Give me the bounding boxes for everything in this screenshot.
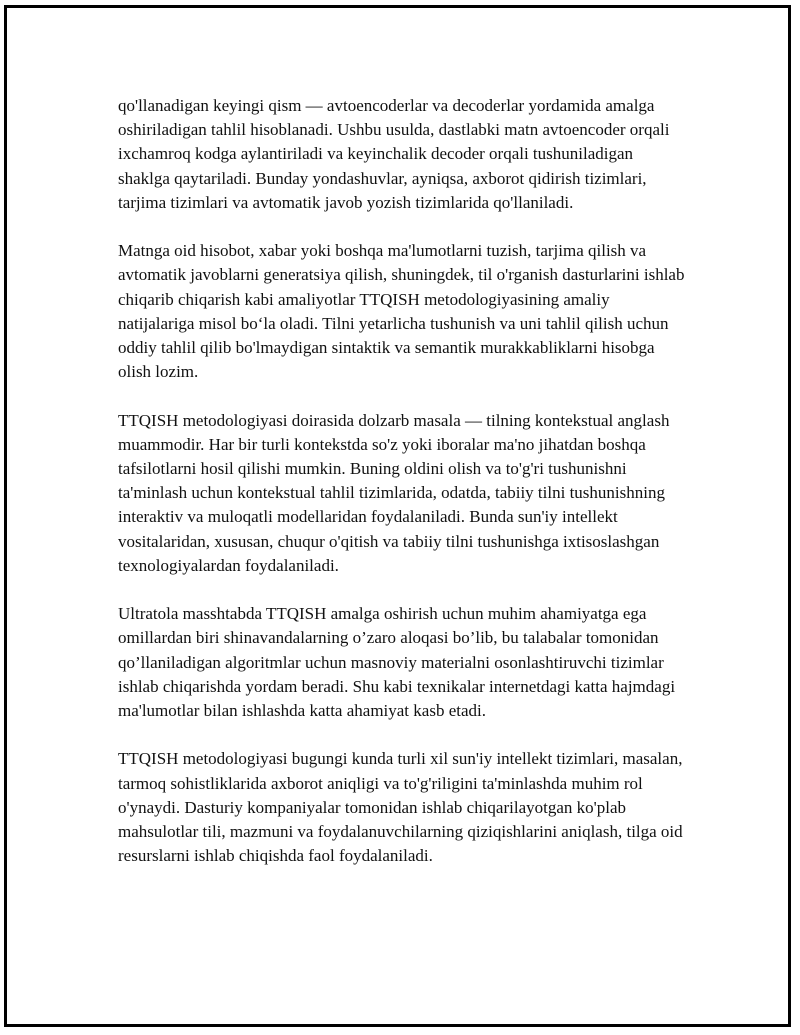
paragraph-4: Ultratola masshtabda TTQISH amalga oshirish uchun muhim ahamiyatga ega omillardan biri shinavandalarning o’zaro aloqasi bo’lib, bu talabalar tomonidan qo’llaniladigan algoritmlar uchun masnoviy materialni osonlashtiruvchi tizimlar ishlab chiqarishda yordam beradi. Shu kabi texnikalar internetdagi katta hajmdagi ma'lumotlar bilan ishlashda katta ahamiyat kasb etadi. <box>118 604 676 721</box>
paragraph-5: TTQISH metodologiyasi bugungi kunda turli xil sun'iy intellekt tizimlari, masalan, tarmoq sohistliklarida axborot aniqligi va to'g'riligini ta'minlashda muhim rol o'ynaydi. Dasturiy kompaniyalar tomonidan ishlab chiqarilayotgan ko'plab mahsulotlar tili, mazmuni va foydalanuvchilarning qiziqishlarini aniqlash, tilga oid resurslarni ishlab chiqishda faol foydalaniladi. <box>118 749 683 866</box>
paragraph-1: qo'llanadigan keyingi qism — avtoencoderlar va decoderlar yordamida amalga oshiriladigan tahlil hisoblanadi. Ushbu usulda, dastlabki matn avtoencoder orqali ixchamroq kodga aylantiriladi va keyinchalik decoder orqali tushuniladigan shaklga qaytariladi. Bunday yondashuvlar, ayniqsa, axborot qidirish tizimlari, tarjima tizimlari va avtomatik javob yozish tizimlarida qo'llaniladi. <box>118 96 670 212</box>
paragraph-3: TTQISH metodologiyasi doirasida dolzarb masala — tilning kontekstual anglash muammodir. Har bir turli kontekstda so'z yoki iboralar ma'no jihatdan boshqa tafsilotlarni hosil qilishi mumkin. Buning oldini olish va to'g'ri tushunishni ta'minlash uchun kontekstual tahlil tizimlarida, odatda, tabiiy tilni tushunishning interaktiv va muloqatli modellaridan foydalaniladi. Bunda sun'iy intellekt vositalaridan, xususan, chuqur o'qitish va tabiiy tilni tushunishga ixtisoslashgan texnologiyalardan foydalaniladi. <box>118 410 670 575</box>
paragraph-2: Matnga oid hisobot, xabar yoki boshqa ma'lumotlarni tuzish, tarjima qilish va avtomatik javoblarni generatsiya qilish, shuningdek, til o'rganish dasturlarini ishlab chiqarib chiqarish kabi amaliyotlar TTQISH metodologiyasining amaliy natijalariga misol bo‘la oladi. Tilni yetarlicha tushunish va uni tahlil qilish uchun oddiy tahlil qilib bo'lmaydigan sintaktik va semantik murakkabliklarni hisobga olish lozim. <box>118 241 685 382</box>
document-body <box>118 94 688 893</box>
